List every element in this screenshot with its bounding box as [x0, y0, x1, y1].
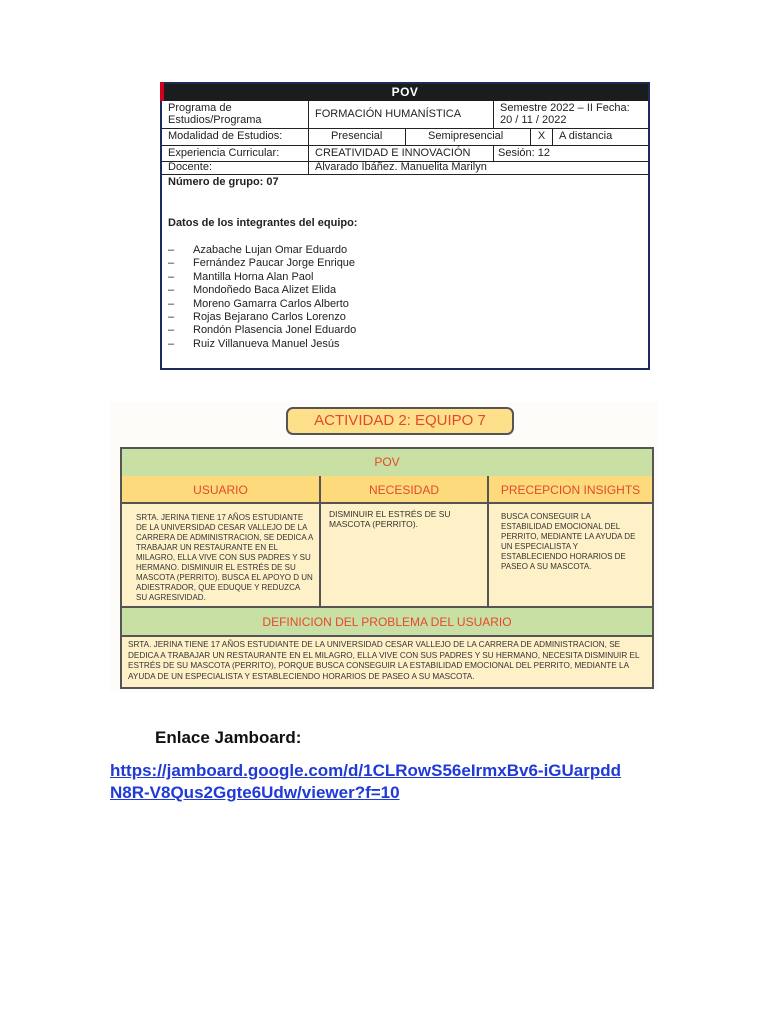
activity-title: ACTIVIDAD 2: EQUIPO 7: [286, 407, 514, 435]
member-list: [168, 244, 642, 351]
jamboard-link[interactable]: https://jamboard.google.com/d/1CLRowS56eIrmxBv6-iGUarpddN8R-V8Qus2Ggte6Udw/viewer?f=10: [110, 761, 622, 802]
member-name: Rondón Plasencia Jonel Eduardo: [193, 324, 357, 337]
modality-row: [162, 129, 648, 146]
modality-distancia: A distancia: [559, 130, 613, 142]
bullet: –: [168, 337, 175, 350]
program-label: Programa de Estudios/Programa: [162, 101, 309, 128]
necesidad-text: DISMINUIR EL ESTRÉS DE SU MASCOTA (PERRITO).: [329, 509, 451, 529]
session-number: Sesión: 12: [498, 147, 550, 159]
experience-row: [162, 146, 648, 162]
col-header-usuario: USUARIO: [122, 476, 321, 504]
pov-band: POV: [122, 449, 652, 478]
team-section: [162, 176, 648, 351]
member-name: Rojas Bejarano Carlos Lorenzo: [193, 310, 346, 323]
jamboard-label: Enlace Jamboard:: [155, 728, 302, 747]
group-number: Número de grupo: 07: [168, 176, 279, 188]
list-item: [168, 244, 642, 257]
program-row: [162, 101, 648, 129]
member-name: Fernández Paucar Jorge Enrique: [193, 257, 356, 270]
teacher-value: Alvarado Ibáñez. Manuelita Marilyn: [315, 162, 487, 173]
bullet: –: [168, 244, 175, 256]
list-item: [168, 257, 642, 270]
insights-cell: [489, 504, 652, 608]
activity-pov-image: [110, 402, 658, 692]
definition-header: DEFINICION DEL PROBLEMA DEL USUARIO: [122, 608, 652, 637]
bullet: –: [168, 270, 175, 283]
necesidad-cell: [321, 504, 489, 608]
bullet: –: [168, 257, 175, 270]
col-header-insights: PRECEPCION INSIGHTS: [489, 476, 652, 504]
teacher-label: Docente:: [162, 162, 309, 174]
member-name: Mondoñedo Baca Alizet Elida: [193, 284, 337, 297]
pov-grid: [120, 447, 654, 689]
program-value: FORMACIÓN HUMANÍSTICA: [309, 101, 494, 128]
list-item: [168, 324, 642, 337]
list-item: [168, 284, 642, 297]
bullet: –: [168, 310, 175, 323]
definition-text: SRTA. JERINA TIENE 17 AÑOS ESTUDIANTE DE LA UNIVERSIDAD CESAR VALLEJO DE LA CARRERA DE ADMINISTRACION, SE DEDICA A TRABAJAR UN RESTAURANTE EN EL MILAGRO, ELLA VIVE CON SUS PADRES Y SU HERMANO, NECESITA DISMINUIR EL ESTRÉS DE SU MASCOTA (PERRITO), PORQUE BUSCA CONSEGUIR LA ESTABILIDAD EMOCIONAL DEL PERRITO, MEDIANTE LA AYUDA DE UN ESPECIALISTA Y ESTABLECIENDO HORARIOS DE PASEO A SU MASCOTA.: [122, 637, 652, 687]
modality-semipresencial: Semipresencial: [406, 129, 531, 145]
bullet: –: [168, 297, 175, 310]
pov-form-header: POV: [162, 84, 648, 101]
member-name: Ruiz Villanueva Manuel Jesús: [193, 337, 340, 350]
member-name: Azabache Lujan Omar Eduardo: [193, 244, 348, 256]
experience-label: Experiencia Curricular:: [162, 146, 309, 161]
semester-date: Semestre 2022 – II Fecha: 20 / 11 / 2022: [500, 102, 630, 126]
list-item: [168, 311, 642, 324]
list-item: [168, 338, 642, 351]
col-header-necesidad: NECESIDAD: [321, 476, 489, 504]
modality-mark: X: [531, 129, 553, 145]
usuario-text: SRTA. JERINA TIENE 17 AÑOS ESTUDIANTE DE LA UNIVERSIDAD CESAR VALLEJO DE LA CARRERA DE ADMINISTRACION, SE DEDICA A TRABAJAR UN RESTAURANTE EN EL MILAGRO, ELLA VIVE CON SUS PADRES Y SU HERMANO. DISMINUIR EL ESTRÉS DE SU MASCOTA (PERRITO). BUSCA EL APOYO D UN ADIESTRADOR, QUE EDUQUE Y REDUZCA SU AGRESIVIDAD.: [136, 513, 313, 602]
red-marker: [160, 82, 164, 101]
bullet: –: [168, 324, 175, 337]
list-item: [168, 298, 642, 311]
bullet: –: [168, 284, 175, 297]
member-name: Mantilla Horna Alan Paol: [193, 270, 314, 283]
usuario-cell: [122, 504, 321, 608]
experience-value: CREATIVIDAD E INNOVACIÓN: [309, 146, 494, 161]
list-item: [168, 271, 642, 284]
modality-label: Modalidad de Estudios:: [162, 129, 309, 145]
modality-presencial: Presencial: [309, 129, 406, 145]
member-name: Moreno Gamarra Carlos Alberto: [193, 297, 349, 310]
teacher-row: [162, 162, 648, 175]
insights-text: BUSCA CONSEGUIR LA ESTABILIDAD EMOCIONAL DEL PERRITO, MEDIANTE LA AYUDA DE UN ESPECIALISTA Y ESTABLECIENDO HORARIOS DE PASEO A SU MASCOTA.: [501, 512, 636, 571]
pov-form-table: [160, 82, 650, 370]
team-title: Datos de los integrantes del equipo:: [168, 217, 358, 229]
